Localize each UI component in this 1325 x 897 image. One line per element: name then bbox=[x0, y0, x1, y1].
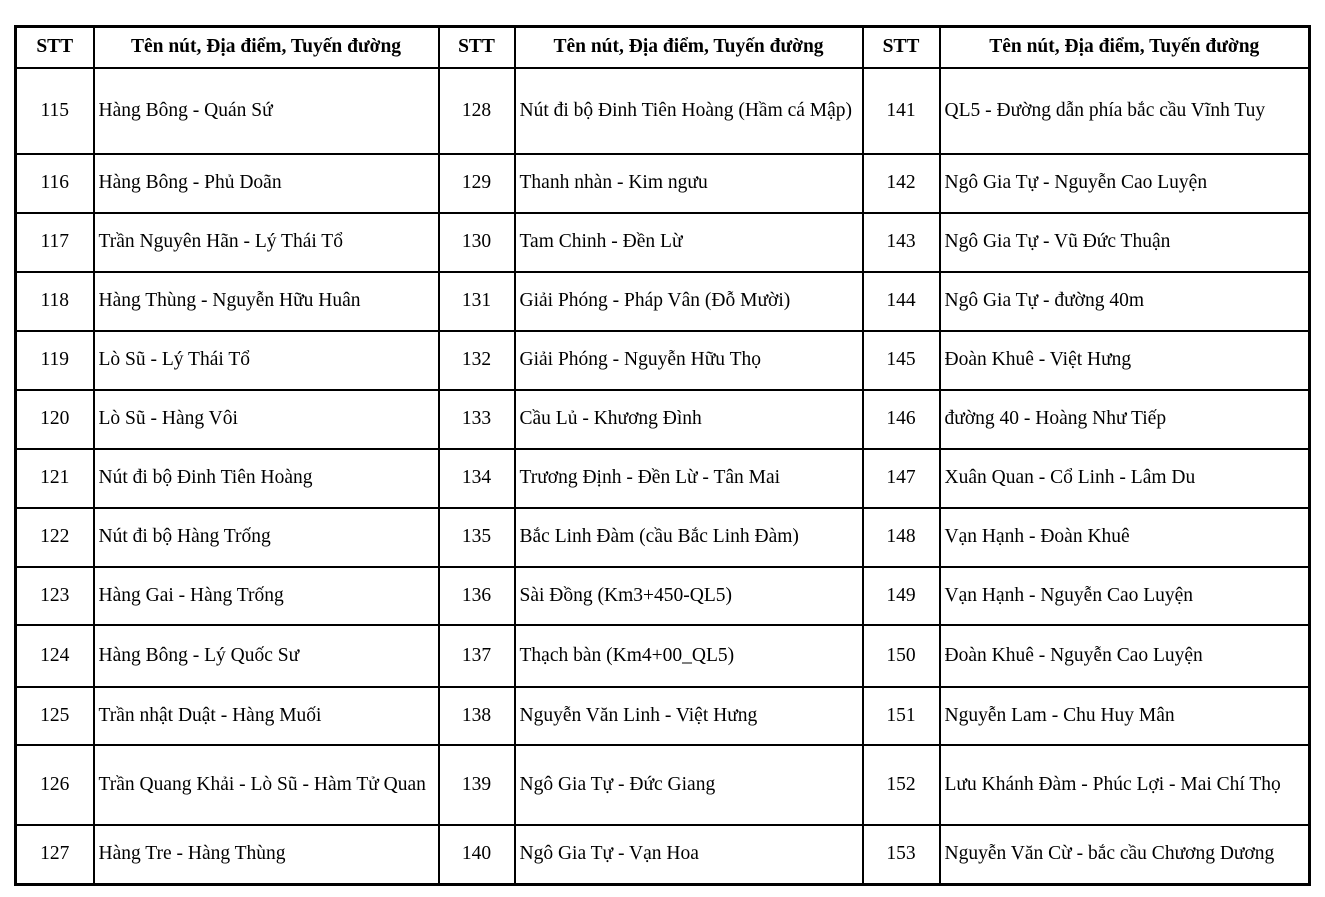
table-row bbox=[16, 154, 1310, 213]
row-number-cell: 142 bbox=[863, 154, 940, 213]
table-row bbox=[16, 625, 1310, 687]
table-row bbox=[16, 213, 1310, 272]
row-number-cell: 129 bbox=[439, 154, 515, 213]
intersection-name-cell: Thanh nhàn - Kim ngưu bbox=[515, 154, 863, 213]
intersection-name-cell: Nguyễn Văn Cừ - bắc cầu Chương Dương bbox=[940, 825, 1310, 885]
intersection-name-cell: Giải Phóng - Nguyễn Hữu Thọ bbox=[515, 331, 863, 390]
header-name-col3: Tên nút, Địa điểm, Tuyến đường bbox=[940, 27, 1310, 68]
table-row bbox=[16, 390, 1310, 449]
intersection-name-cell: Trương Định - Đền Lừ - Tân Mai bbox=[515, 449, 863, 508]
intersection-name-cell: Trần nhật Duật - Hàng Muối bbox=[94, 687, 439, 745]
intersection-name-cell: Lò Sũ - Hàng Vôi bbox=[94, 390, 439, 449]
intersection-name-cell: Hàng Bông - Phủ Doãn bbox=[94, 154, 439, 213]
intersection-name-cell: Hàng Thùng - Nguyễn Hữu Huân bbox=[94, 272, 439, 331]
row-number-cell: 151 bbox=[863, 687, 940, 745]
row-number-cell: 138 bbox=[439, 687, 515, 745]
table-row bbox=[16, 331, 1310, 390]
row-number-cell: 140 bbox=[439, 825, 515, 885]
intersection-name-cell: Ngô Gia Tự - Đức Giang bbox=[515, 745, 863, 825]
intersection-table bbox=[14, 25, 1311, 886]
intersection-name-cell: Vạn Hạnh - Đoàn Khuê bbox=[940, 508, 1310, 567]
table-header-row bbox=[16, 27, 1310, 68]
row-number-cell: 136 bbox=[439, 567, 515, 625]
row-number-cell: 135 bbox=[439, 508, 515, 567]
intersection-name-cell: Xuân Quan - Cổ Linh - Lâm Du bbox=[940, 449, 1310, 508]
header-name-col1: Tên nút, Địa điểm, Tuyến đường bbox=[94, 27, 439, 68]
intersection-name-cell: Ngô Gia Tự - Nguyễn Cao Luyện bbox=[940, 154, 1310, 213]
table-row bbox=[16, 825, 1310, 885]
intersection-name-cell: Nút đi bộ Đinh Tiên Hoàng bbox=[94, 449, 439, 508]
row-number-cell: 133 bbox=[439, 390, 515, 449]
row-number-cell: 131 bbox=[439, 272, 515, 331]
intersection-name-cell: Hàng Bông - Quán Sứ bbox=[94, 68, 439, 154]
row-number-cell: 153 bbox=[863, 825, 940, 885]
row-number-cell: 117 bbox=[16, 213, 94, 272]
intersection-name-cell: Bắc Linh Đàm (cầu Bắc Linh Đàm) bbox=[515, 508, 863, 567]
intersection-name-cell: Sài Đồng (Km3+450-QL5) bbox=[515, 567, 863, 625]
row-number-cell: 119 bbox=[16, 331, 94, 390]
intersection-name-cell: Hàng Tre - Hàng Thùng bbox=[94, 825, 439, 885]
row-number-cell: 147 bbox=[863, 449, 940, 508]
intersection-name-cell: Hàng Bông - Lý Quốc Sư bbox=[94, 625, 439, 687]
intersection-name-cell: Tam Chinh - Đền Lừ bbox=[515, 213, 863, 272]
row-number-cell: 120 bbox=[16, 390, 94, 449]
row-number-cell: 139 bbox=[439, 745, 515, 825]
intersection-name-cell: Hàng Gai - Hàng Trống bbox=[94, 567, 439, 625]
row-number-cell: 126 bbox=[16, 745, 94, 825]
intersection-name-cell: Nút đi bộ Hàng Trống bbox=[94, 508, 439, 567]
row-number-cell: 124 bbox=[16, 625, 94, 687]
row-number-cell: 116 bbox=[16, 154, 94, 213]
intersection-name-cell: Cầu Lủ - Khương Đình bbox=[515, 390, 863, 449]
row-number-cell: 144 bbox=[863, 272, 940, 331]
row-number-cell: 148 bbox=[863, 508, 940, 567]
intersection-name-cell: Nguyễn Lam - Chu Huy Mân bbox=[940, 687, 1310, 745]
intersection-name-cell: Trần Nguyên Hãn - Lý Thái Tổ bbox=[94, 213, 439, 272]
intersection-name-cell: Trần Quang Khải - Lò Sũ - Hàm Tử Quan bbox=[94, 745, 439, 825]
row-number-cell: 127 bbox=[16, 825, 94, 885]
row-number-cell: 128 bbox=[439, 68, 515, 154]
intersection-name-cell: Ngô Gia Tự - Vũ Đức Thuận bbox=[940, 213, 1310, 272]
row-number-cell: 123 bbox=[16, 567, 94, 625]
row-number-cell: 150 bbox=[863, 625, 940, 687]
intersection-name-cell: Lưu Khánh Đàm - Phúc Lợi - Mai Chí Thọ bbox=[940, 745, 1310, 825]
row-number-cell: 121 bbox=[16, 449, 94, 508]
table-row bbox=[16, 687, 1310, 745]
row-number-cell: 145 bbox=[863, 331, 940, 390]
intersection-name-cell: Nguyễn Văn Linh - Việt Hưng bbox=[515, 687, 863, 745]
table-row bbox=[16, 567, 1310, 625]
row-number-cell: 143 bbox=[863, 213, 940, 272]
table-row bbox=[16, 68, 1310, 154]
row-number-cell: 141 bbox=[863, 68, 940, 154]
intersection-name-cell: đường 40 - Hoàng Như Tiếp bbox=[940, 390, 1310, 449]
intersection-name-cell: Nút đi bộ Đinh Tiên Hoàng (Hầm cá Mập) bbox=[515, 68, 863, 154]
header-stt-col2: STT bbox=[439, 27, 515, 68]
row-number-cell: 132 bbox=[439, 331, 515, 390]
row-number-cell: 152 bbox=[863, 745, 940, 825]
intersection-name-cell: Đoàn Khuê - Nguyễn Cao Luyện bbox=[940, 625, 1310, 687]
intersection-name-cell: QL5 - Đường dẫn phía bắc cầu Vĩnh Tuy bbox=[940, 68, 1310, 154]
intersection-name-cell: Đoàn Khuê - Việt Hưng bbox=[940, 331, 1310, 390]
intersection-name-cell: Giải Phóng - Pháp Vân (Đỗ Mười) bbox=[515, 272, 863, 331]
row-number-cell: 118 bbox=[16, 272, 94, 331]
table-row bbox=[16, 745, 1310, 825]
row-number-cell: 134 bbox=[439, 449, 515, 508]
header-name-col2: Tên nút, Địa điểm, Tuyến đường bbox=[515, 27, 863, 68]
row-number-cell: 122 bbox=[16, 508, 94, 567]
row-number-cell: 130 bbox=[439, 213, 515, 272]
table-row bbox=[16, 272, 1310, 331]
row-number-cell: 137 bbox=[439, 625, 515, 687]
intersection-name-cell: Thạch bàn (Km4+00_QL5) bbox=[515, 625, 863, 687]
table-row bbox=[16, 508, 1310, 567]
header-stt-col3: STT bbox=[863, 27, 940, 68]
intersection-name-cell: Lò Sũ - Lý Thái Tổ bbox=[94, 331, 439, 390]
row-number-cell: 115 bbox=[16, 68, 94, 154]
row-number-cell: 125 bbox=[16, 687, 94, 745]
header-stt-col1: STT bbox=[16, 27, 94, 68]
table-row bbox=[16, 449, 1310, 508]
row-number-cell: 149 bbox=[863, 567, 940, 625]
intersection-name-cell: Ngô Gia Tự - Vạn Hoa bbox=[515, 825, 863, 885]
row-number-cell: 146 bbox=[863, 390, 940, 449]
intersection-name-cell: Ngô Gia Tự - đường 40m bbox=[940, 272, 1310, 331]
intersection-name-cell: Vạn Hạnh - Nguyễn Cao Luyện bbox=[940, 567, 1310, 625]
